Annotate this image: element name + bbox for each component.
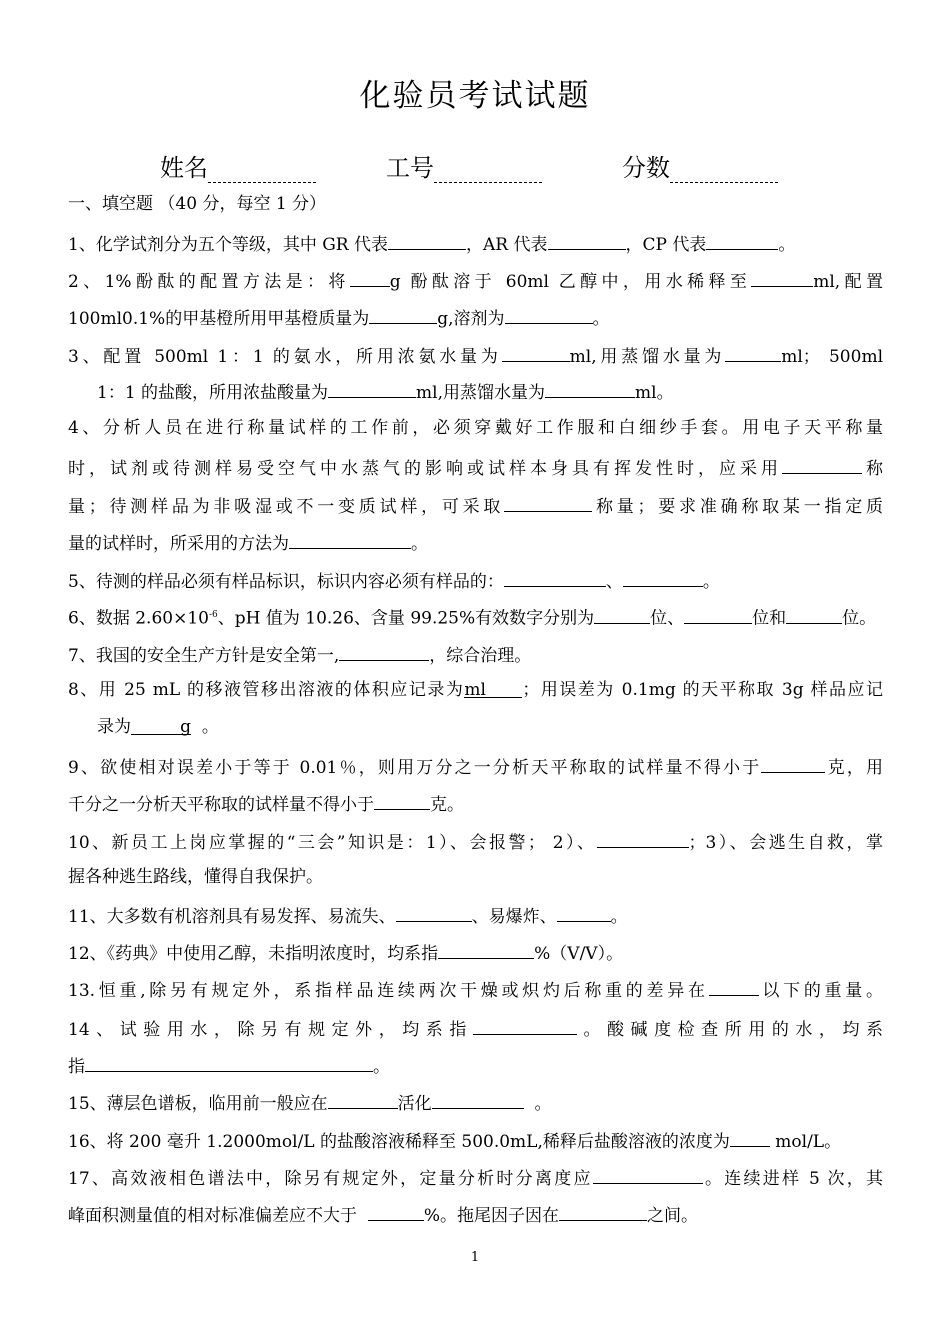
blank[interactable] — [545, 379, 635, 398]
question-text: 。 — [702, 572, 720, 592]
question-text: ，综合治理。 — [429, 646, 532, 666]
blank[interactable] — [328, 1090, 398, 1109]
blank[interactable] — [623, 568, 703, 587]
blank[interactable] — [504, 568, 606, 587]
question-12 — [68, 940, 883, 965]
question-text: 。 — [411, 534, 428, 554]
question-text: 1：1 的盐酸，所用浓盐酸量为 — [97, 383, 329, 403]
question-text: 9、欲使相对误差小于等于 0.01％，则用万分之一分析天平称取的试样量不得小于 — [68, 758, 762, 778]
question-10-line-2 — [68, 866, 883, 888]
question-text: 5、待测的样品必须有样品标识，标识内容必须有样品的： — [68, 572, 504, 592]
question-text: 2、1%酚酞的配置方法是：将 — [68, 272, 350, 292]
question-text: 活化 — [397, 1094, 432, 1114]
question-text: ，AR 代表 — [466, 235, 548, 255]
question-text: ml。 — [635, 383, 674, 403]
question-4-line-3 — [68, 493, 883, 518]
blank[interactable] — [131, 716, 191, 735]
question-text: 克，用 — [825, 758, 884, 778]
question-text: 峰面积测量值的相对标准偏差应不大于 — [68, 1206, 357, 1226]
question-8-line-2 — [97, 716, 883, 738]
question-text: 之间。 — [646, 1206, 698, 1226]
blank[interactable] — [548, 231, 626, 250]
blank[interactable] — [432, 1090, 524, 1109]
question-text: 量；待测样品为非吸湿或不一变质试样，可采取 — [68, 497, 505, 517]
question-text: 位、 — [650, 608, 685, 629]
question-text: 8、用 25 mL 的移液管移出溶液的体积应记录为 — [68, 680, 465, 700]
question-text: 以下的重量。 — [758, 981, 883, 1001]
question-text: 6、数据 2.60×10 — [68, 608, 209, 629]
question-text: 一、填空题 （40 分，每空 1 分） — [68, 194, 327, 214]
question-1 — [68, 231, 883, 256]
question-6 — [68, 604, 883, 630]
question-text: 位。 — [842, 608, 877, 629]
score-field — [622, 148, 778, 183]
question-2-line-1 — [68, 268, 883, 293]
question-text: ml,用蒸馏水量为 — [416, 383, 546, 403]
blank[interactable] — [504, 493, 592, 512]
question-3-line-1 — [68, 343, 883, 368]
question-text: mol/L。 — [775, 1132, 842, 1152]
id-blank[interactable] — [434, 158, 542, 183]
blank[interactable] — [557, 903, 611, 922]
question-4-line-1 — [68, 417, 883, 439]
score-label: 分数 — [622, 154, 670, 182]
question-text: 录为 — [97, 717, 131, 737]
question-text: 握各种逃生路线，懂得自我保护。 — [68, 867, 323, 887]
blank[interactable] — [730, 1128, 770, 1147]
question-text: 15、薄层色谱板，临用前一般应在 — [68, 1094, 328, 1114]
question-text: 11、大多数有机溶剂具有易发挥、易流失、 — [68, 907, 396, 927]
question-5 — [68, 568, 883, 593]
question-17-line-2 — [68, 1202, 883, 1227]
question-text: 、 — [605, 572, 623, 592]
question-text: 、pH 值为 10.26、含量 99.25%有效数字分别为 — [217, 608, 595, 629]
question-text: ，CP 代表 — [625, 235, 707, 255]
question-17-line-1 — [68, 1165, 883, 1190]
question-4-line-2 — [68, 455, 883, 480]
question-15 — [68, 1090, 883, 1115]
blank[interactable] — [761, 754, 825, 773]
question-16 — [68, 1128, 883, 1153]
question-text: %。拖尾因子因在 — [423, 1206, 559, 1226]
question-text: 位和 — [752, 608, 787, 629]
question-14-line-2 — [68, 1053, 883, 1078]
question-text: 14、试验用水，除另有规定外，均系指 — [68, 1020, 473, 1040]
score-blank[interactable] — [670, 158, 778, 183]
question-3-line-2 — [97, 379, 883, 404]
question-14-line-1 — [68, 1016, 883, 1041]
blank[interactable] — [473, 1016, 577, 1035]
blank[interactable] — [709, 977, 759, 996]
question-text: 。 — [610, 907, 628, 927]
page-number: 1 — [470, 1250, 480, 1265]
question-text: 3、配置 500ml 1：1 的氨水，所用浓氨水量为 — [68, 347, 502, 367]
header-fields — [160, 148, 860, 188]
question-9-line-2 — [68, 791, 883, 816]
question-7 — [68, 642, 883, 667]
question-text: ；用误差为 0.1mg 的天平称取 3g 样品应记 — [522, 680, 883, 700]
question-text: 。 — [373, 1057, 390, 1077]
question-text: 量的试样时，所采用的方法为 — [68, 534, 289, 554]
question-text: ；3）、会逃生自救，掌 — [688, 833, 883, 853]
exponent-text: -6 — [208, 610, 218, 620]
blank[interactable] — [328, 379, 416, 398]
question-text: ml — [464, 680, 486, 700]
question-text: 。 — [592, 309, 610, 329]
question-text: 。 — [778, 235, 796, 255]
question-text: g,溶剂为 — [437, 309, 505, 329]
blank[interactable] — [388, 231, 466, 250]
question-text: 千分之一分析天平称取的试样量不得小于 — [68, 795, 374, 815]
section-heading — [68, 193, 883, 215]
blank[interactable] — [594, 605, 650, 624]
question-11 — [68, 903, 883, 928]
question-text: 13.恒重,除另有规定外，系指样品连续两次干燥或炽灼后称重的差异在 — [68, 981, 709, 1001]
blank[interactable] — [438, 940, 534, 959]
blank[interactable] — [396, 903, 472, 922]
blank[interactable] — [725, 343, 781, 362]
question-text: 17、高效液相色谱法中，除另有规定外，定量分析时分离度应 — [68, 1169, 593, 1189]
question-text: 、易爆炸、 — [471, 907, 557, 927]
blank[interactable] — [85, 1053, 373, 1072]
question-text: 时，试剂或待测样易受空气中水蒸气的影响或试样本身具有挥发性时，应采用 — [68, 459, 782, 479]
question-9-line-1 — [68, 754, 883, 779]
blank[interactable] — [559, 1202, 647, 1221]
question-text: 称 — [862, 459, 883, 479]
blank[interactable] — [350, 268, 390, 287]
question-2-line-2 — [68, 305, 883, 330]
blank[interactable] — [368, 1202, 424, 1221]
question-text: 4、分析人员在进行称量试样的工作前，必须穿戴好工作服和白细纱手套。用电子天平称量 — [68, 418, 883, 438]
blank[interactable] — [289, 530, 411, 549]
id-label: 工号 — [386, 154, 434, 182]
question-text: 1、化学试剂分为五个等级，其中 GR 代表 — [68, 235, 389, 255]
blank[interactable] — [751, 268, 813, 287]
question-text: g — [180, 717, 191, 737]
blank[interactable] — [464, 679, 522, 698]
question-text: ml,配置 — [813, 272, 883, 292]
question-text: 7、我国的安全生产方针是安全第一, — [68, 646, 340, 666]
name-label: 姓名 — [160, 154, 208, 182]
question-text: %（V/V）。 — [534, 944, 624, 964]
question-text: 克。 — [430, 795, 464, 815]
question-text: 。 — [201, 717, 219, 737]
question-text: 。连续进样 5 次，其 — [702, 1169, 883, 1189]
question-text: 称量；要求准确称取某一指定质 — [592, 497, 884, 517]
name-field — [160, 148, 316, 183]
question-text: 。酸碱度检查所用的水，均系 — [576, 1020, 883, 1040]
id-field — [386, 148, 542, 183]
blank[interactable] — [374, 791, 430, 810]
blank[interactable] — [369, 305, 437, 324]
blank[interactable] — [684, 605, 752, 624]
blank[interactable] — [505, 305, 593, 324]
page-title: 化验员考试试题 — [359, 78, 591, 114]
question-text: ml,用蒸馏水量为 — [569, 347, 726, 367]
question-13 — [68, 977, 883, 1002]
question-text: g 酚酞溶于 60ml 乙醇中，用水稀释至 — [389, 272, 752, 292]
name-blank[interactable] — [208, 158, 316, 183]
question-10-line-1 — [68, 829, 883, 854]
question-text: 指 — [68, 1057, 85, 1077]
blank[interactable] — [593, 1165, 703, 1184]
question-text: 100ml0.1%的甲基橙所用甲基橙质量为 — [68, 309, 370, 329]
blank[interactable] — [502, 343, 570, 362]
blank[interactable] — [597, 829, 689, 848]
question-text: 10、新员工上岗应掌握的“三会”知识是：1）、会报警； 2）、 — [68, 833, 597, 853]
blank[interactable] — [706, 231, 778, 250]
question-text: 16、将 200 毫升 1.2000mol/L 的盐酸溶液稀释至 500.0mL,稀释后盐酸溶液的浓度为 — [68, 1132, 730, 1152]
question-text: 。 — [534, 1094, 552, 1114]
blank[interactable] — [339, 642, 429, 661]
question-4-line-4 — [68, 530, 883, 555]
blank[interactable] — [782, 455, 862, 474]
question-text: ml； 500ml — [781, 347, 884, 367]
question-8-line-1 — [68, 679, 883, 701]
question-text: 12、《药典》中使用乙醇，未指明浓度时，均系指 — [68, 944, 439, 964]
blank[interactable] — [786, 605, 842, 624]
